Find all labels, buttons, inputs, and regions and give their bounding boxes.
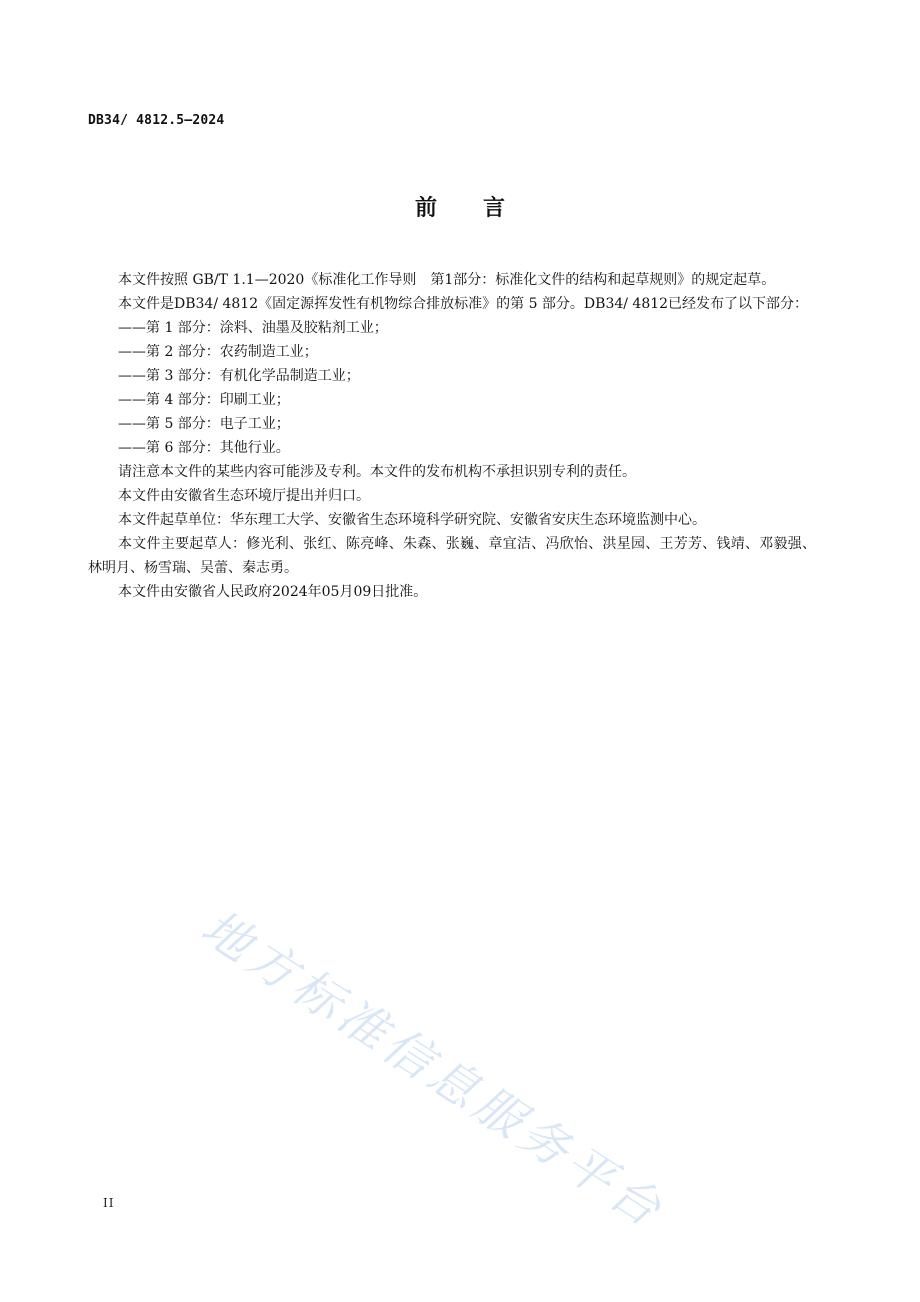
list-item-part-3: ——第 3 部分：有机化学品制造工业；	[118, 368, 360, 384]
list-item-part-1: ——第 1 部分：涂料、油墨及胶粘剂工业；	[118, 320, 388, 336]
paragraph-drafting-rules: 本文件按照 GB/T 1.1—2020《标准化工作导则 第1部分：标准化文件的结构和起草规则》的规定起草。	[118, 272, 776, 288]
paragraph-approval: 本文件由安徽省人民政府2024年05月09日批准。	[118, 584, 428, 600]
paragraph-drafting-units: 本文件起草单位：华东理工大学、安徽省生态环境科学研究院、安徽省安庆生态环境监测中心。	[118, 512, 706, 528]
paragraph-series-parts: 本文件是DB34/ 4812《固定源挥发性有机物综合排放标准》的第 5 部分。DB34/ 4812已经发布了以下部分：	[118, 296, 809, 312]
list-item-part-6: ——第 6 部分：其他行业。	[118, 440, 290, 456]
list-item-part-5: ——第 5 部分：电子工业；	[118, 416, 290, 432]
page-title: 前言	[414, 196, 551, 221]
list-item-part-4: ——第 4 部分：印刷工业；	[118, 392, 290, 408]
watermark: 地方标准信息服务平台	[191, 899, 675, 1241]
document-code: DB34/ 4812.5—2024	[88, 113, 225, 128]
list-item-part-2: ——第 2 部分：农药制造工业；	[118, 344, 318, 360]
paragraph-patent-notice: 请注意本文件的某些内容可能涉及专利。本文件的发布机构不承担识别专利的责任。	[118, 464, 636, 480]
page-number: II	[103, 1196, 115, 1210]
foreword-body	[88, 268, 816, 604]
paragraph-drafters: 本文件主要起草人：修光利、张红、陈亮峰、朱森、张巍、章宜洁、冯欣怡、洪星园、王芳芳、钱靖、邓毅强、林明月、杨雪瑞、吴蕾、秦志勇。	[88, 536, 816, 576]
paragraph-proposer: 本文件由安徽省生态环境厅提出并归口。	[118, 488, 370, 504]
